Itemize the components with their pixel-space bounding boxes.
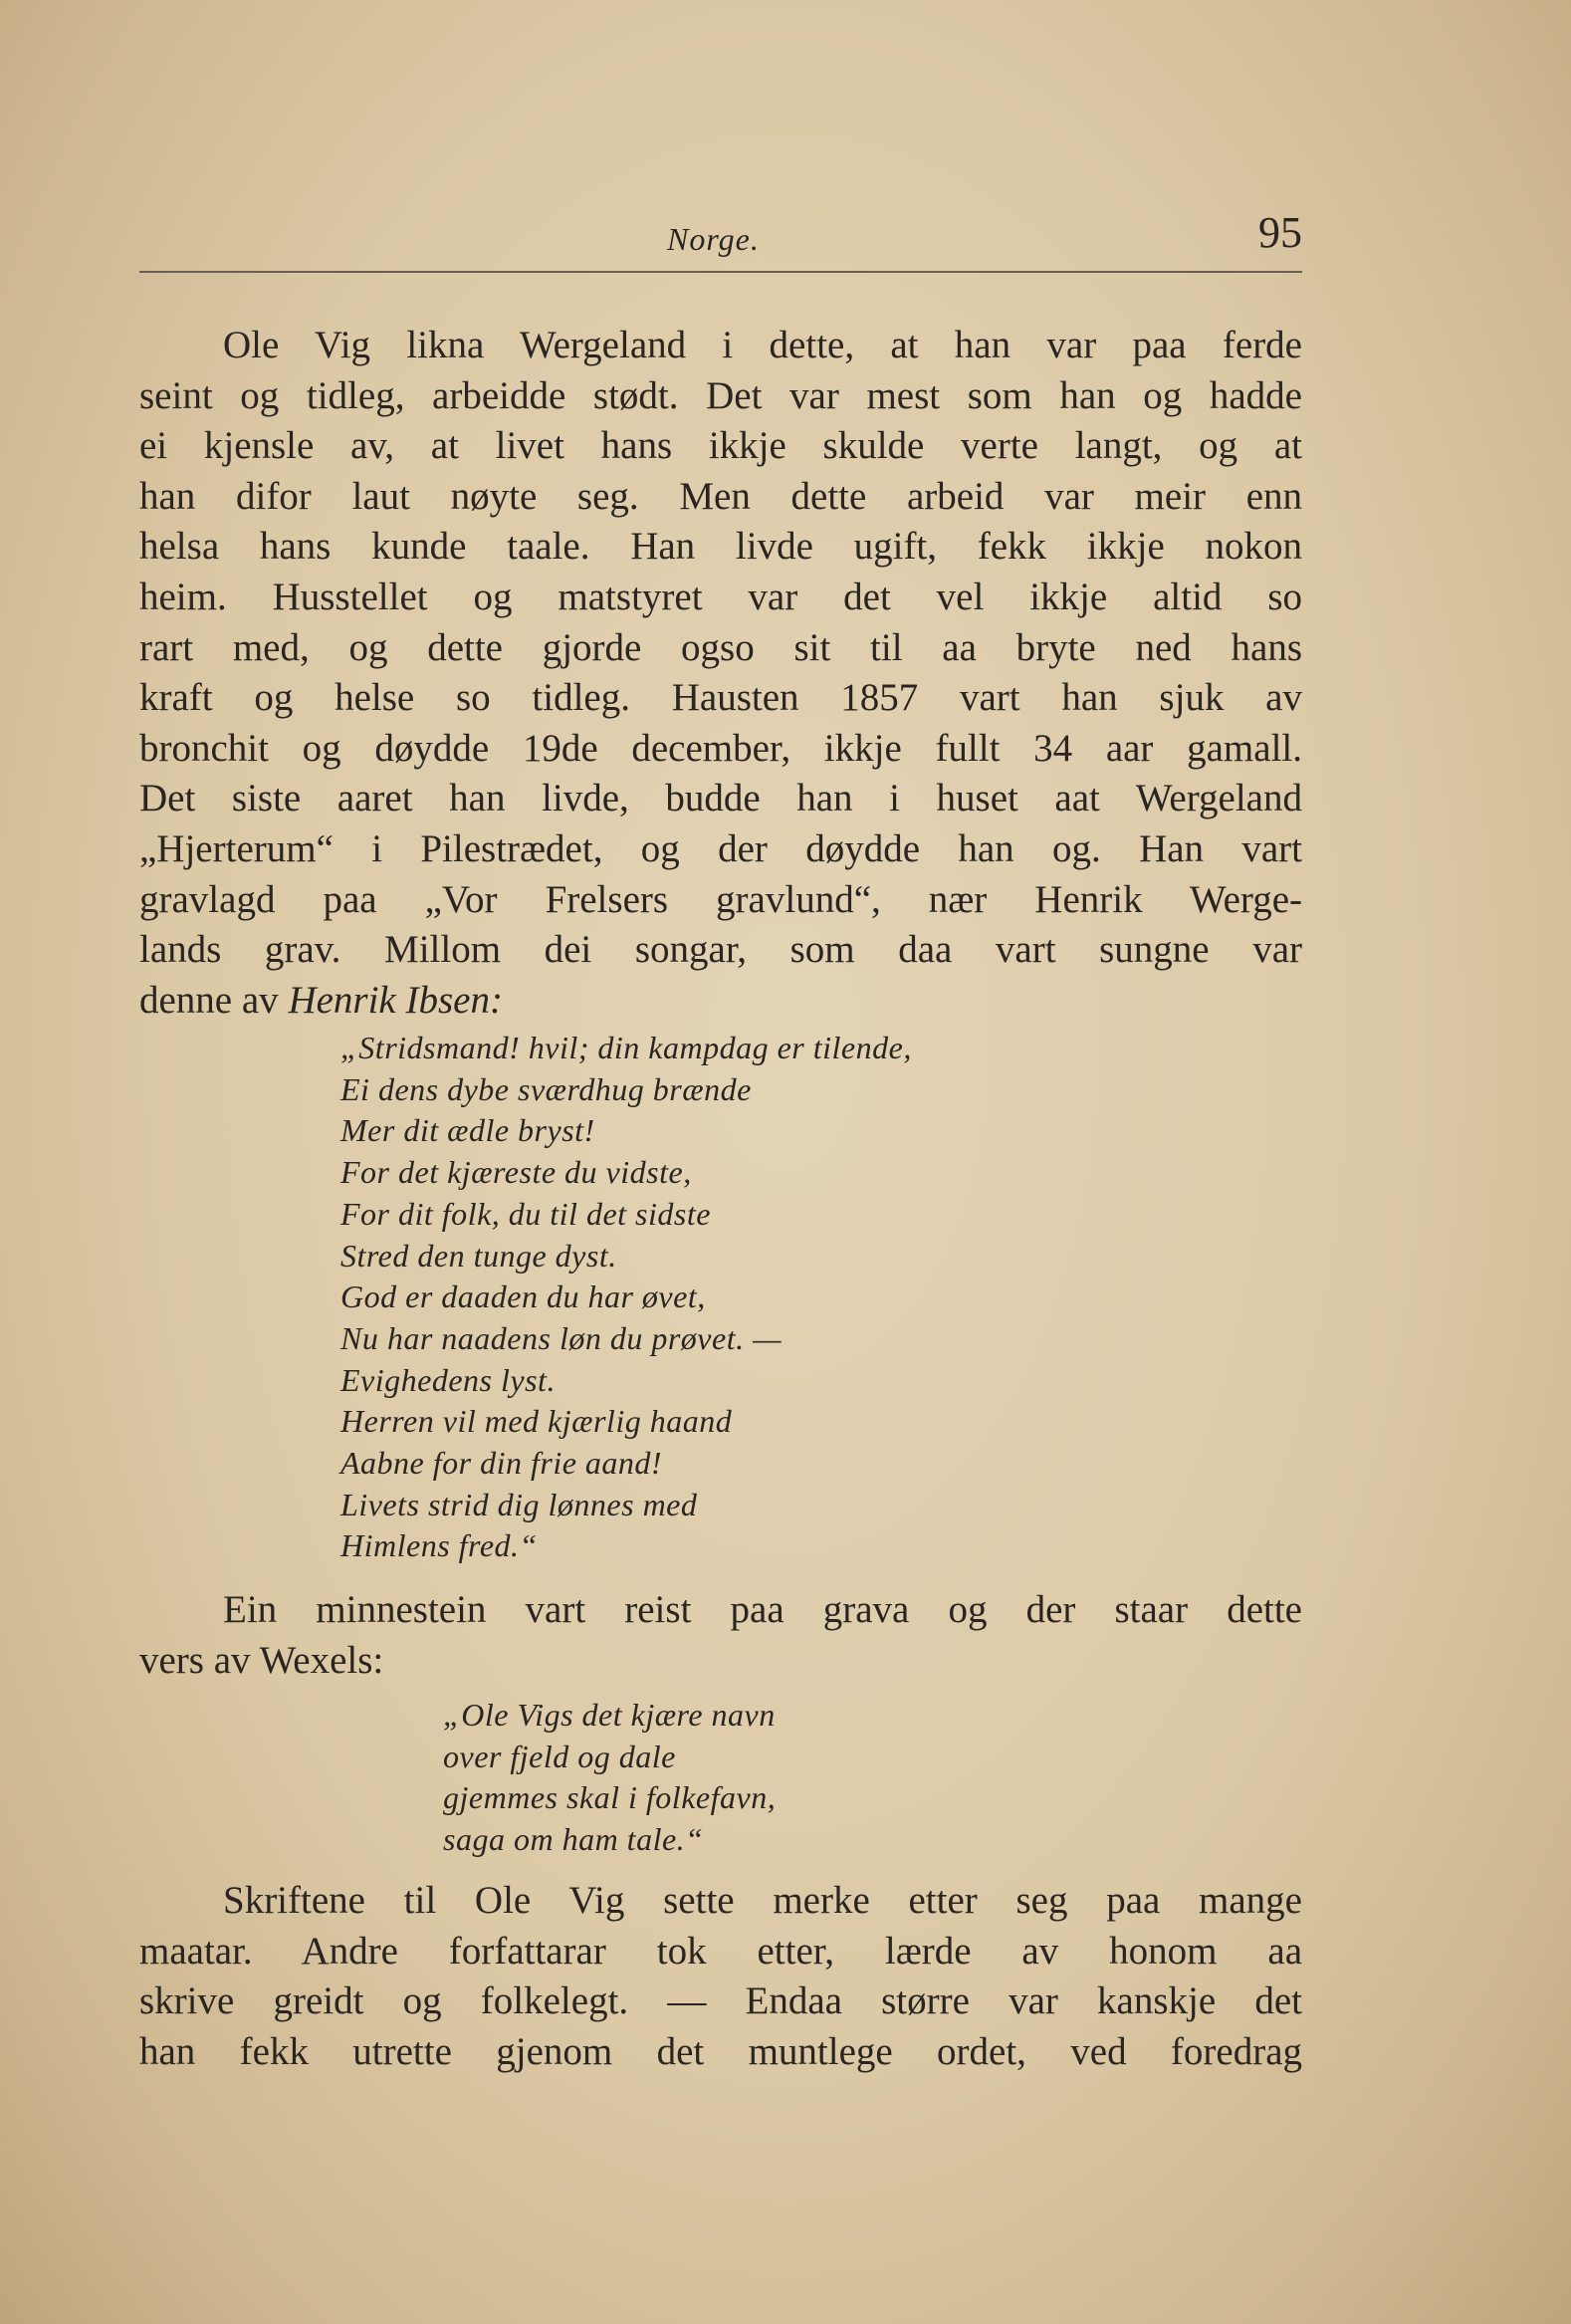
- paragraph-2: [139, 1585, 1302, 1686]
- verse-line: Aabne for din frie aand!: [340, 1445, 663, 1482]
- text-line: Skriftene til Ole Vig sette merke etter seg paa mange: [223, 1879, 1302, 1922]
- verse-line: God er daaden du har øvet,: [340, 1278, 706, 1315]
- text-line: Ole Vig likna Wergeland i dette, at han var paa ferde: [223, 324, 1302, 366]
- poem-ibsen: [340, 1028, 912, 1567]
- header-rule: [139, 271, 1302, 273]
- text-line: bronchit og døydde 19de december, ikkje fullt 34 aar gamall.: [139, 726, 1302, 770]
- text-line: helsa hans kunde taale. Han livde ugift, fekk ikkje nokon: [139, 525, 1302, 569]
- text-line: heim. Husstellet og matstyret var det vel ikkje altid so: [139, 575, 1302, 618]
- verse-line: Mer dit ædle bryst!: [340, 1112, 595, 1149]
- text-line: ei kjensle av, at livet hans ikkje skulde verte langt, og at: [139, 424, 1302, 468]
- verse-line: For dit folk, du til det sidste: [340, 1195, 711, 1232]
- text-line: Det siste aaret han livde, budde han i huset aat Wergeland: [139, 777, 1302, 820]
- text-line: rart med, og dette gjorde ogso sit til aa bryte ned hans: [139, 625, 1302, 669]
- running-head: [139, 207, 1302, 267]
- running-head-title: Norge.: [667, 221, 760, 257]
- verse-line: „Ole Vigs det kjære navn: [443, 1697, 776, 1733]
- text-line: „Hjerterum“ i Pilestrædet, og der døydde han og. Han vart: [139, 826, 1302, 870]
- poem-wexels: [443, 1695, 776, 1861]
- text-line: gravlagd paa „Vor Frelsers gravlund“, nær Henrik Werge-: [139, 877, 1302, 921]
- verse-line: „Stridsmand! hvil; din kampdag er tilende,: [340, 1030, 912, 1065]
- paragraph-1: [139, 321, 1302, 1026]
- verse-line: Stred den tunge dyst.: [340, 1237, 617, 1274]
- text-line: vers av Wexels:: [139, 1638, 384, 1682]
- text-line: han fekk utrette gjenom det muntlege ordet, ved foredrag: [139, 2029, 1302, 2073]
- text-line-prefix: denne av: [139, 978, 289, 1022]
- text-line: seint og tidleg, arbeidde stødt. Det var mest som han og hadde: [139, 373, 1302, 417]
- page-number: 95: [1258, 208, 1302, 257]
- verse-line: For det kjæreste du vidste,: [340, 1154, 692, 1191]
- verse-line: Herren vil med kjærlig haand: [340, 1403, 733, 1440]
- verse-line: gjemmes skal i folkefavn,: [443, 1779, 777, 1816]
- verse-line: saga om ham tale.“: [443, 1821, 704, 1858]
- verse-line: Ei dens dybe sværdhug brænde: [340, 1070, 752, 1107]
- text-line: lands grav. Millom dei songar, som daa vart sungne var: [139, 928, 1302, 972]
- verse-line: over fjeld og dale: [443, 1738, 676, 1774]
- text-line: han difor laut nøyte seg. Men dette arbeid var meir enn: [139, 474, 1302, 518]
- paragraph-3: [139, 1876, 1302, 2077]
- verse-line: Livets strid dig lønnes med: [340, 1486, 698, 1522]
- text-line: maatar. Andre forfattarar tok etter, lærde av honom aa: [139, 1929, 1302, 1973]
- text-line: skrive greidt og folkelegt. — Endaa større var kanskje det: [139, 1979, 1302, 2023]
- text-line: Ein minnestein vart reist paa grava og der staar dette: [223, 1588, 1302, 1631]
- text-line: [139, 976, 1302, 1027]
- verse-line: Himlens fred.“: [340, 1527, 538, 1564]
- text-line: kraft og helse so tidleg. Hausten 1857 vart han sjuk av: [139, 676, 1302, 720]
- author-name: Henrik Ibsen:: [288, 978, 503, 1022]
- verse-line: Evighedens lyst.: [340, 1361, 556, 1398]
- verse-line: Nu har naadens løn du prøvet. —: [340, 1319, 783, 1356]
